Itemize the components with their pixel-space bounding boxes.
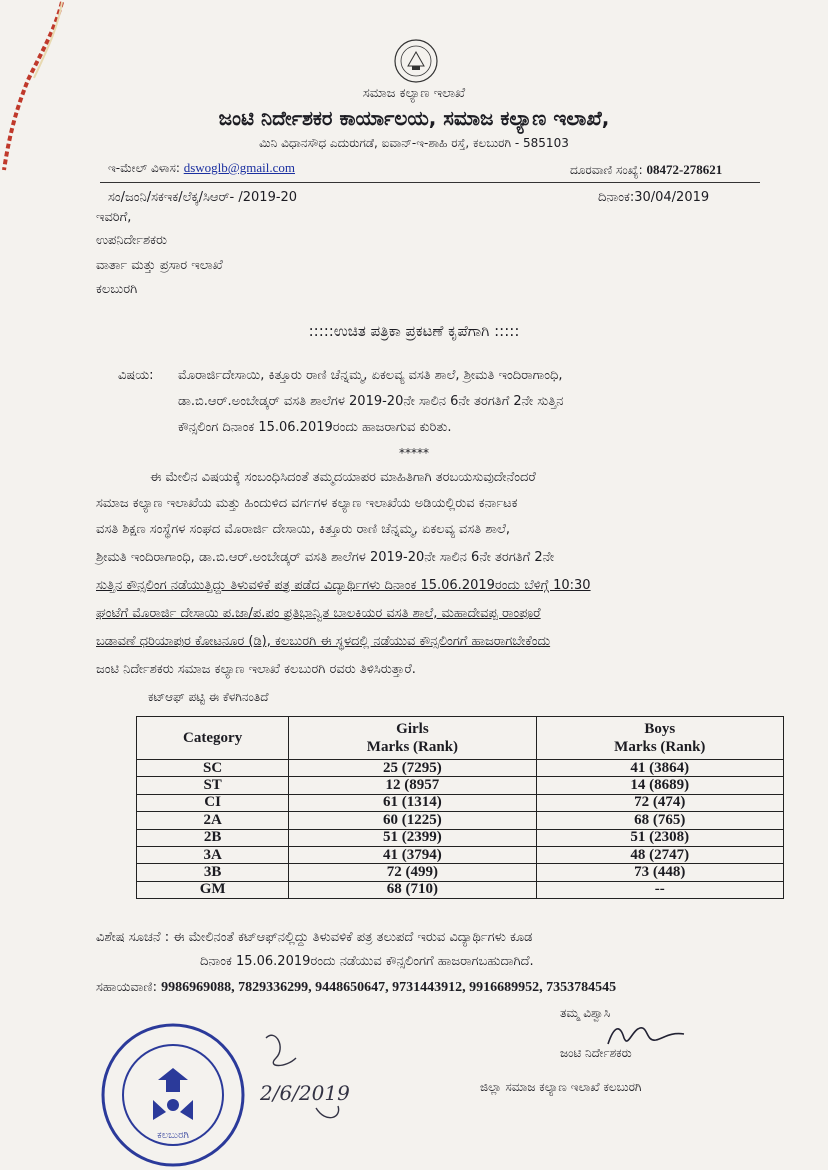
cell-girls: 68 (710) <box>289 881 536 898</box>
office-seal-stamp <box>98 1020 248 1170</box>
cell-category: ST <box>137 777 289 794</box>
cutoff-table <box>136 716 784 899</box>
cell-category: 3B <box>137 864 289 881</box>
cell-category: 2A <box>137 812 289 829</box>
separator-stars: ***** <box>399 446 429 460</box>
header-girls-title: Girls <box>396 721 429 737</box>
press-release-heading: :::::ಉಚಿತ ಪತ್ರಿಕಾ ಪ್ರಕಟಣೆ ಕೃಪೆಗಾಗಿ ::::: <box>308 322 520 340</box>
header-category: Category <box>137 717 289 760</box>
phone-number: 08472-278621 <box>646 162 723 177</box>
cell-category: 2B <box>137 829 289 846</box>
helpline-label: ಸಹಾಯವಾಣಿ: <box>96 980 157 995</box>
recipient-line: ಇವರಿಗೆ, <box>96 210 132 225</box>
body-line: ಶ್ರೀಮತಿ ಇಂದಿರಾಗಾಂಧಿ, ಡಾ.ಬಿ.ಆರ್.ಅಂಬೇಡ್ಕರ್ ವಸತಿ ಶಾಲೆಗಳ 2019-20ನೇ ಸಾಲಿನ 6ನೇ ತರಗತಿಗೆ 2ನೇ <box>96 550 555 565</box>
cell-boys: 68 (765) <box>536 812 783 829</box>
helpline-numbers: 9986969088, 7829336299, 9448650647, 9731443912, 9916689952, 7353784545 <box>161 980 617 995</box>
cell-category: GM <box>137 881 289 898</box>
letter-date: ದಿನಾಂಕ:30/04/2019 <box>598 190 710 205</box>
cell-girls: 51 (2399) <box>289 829 536 846</box>
table-header-row <box>137 717 784 760</box>
cell-boys: -- <box>536 881 783 898</box>
cell-girls: 41 (3794) <box>289 846 536 863</box>
table-row <box>137 760 784 777</box>
email-label: ಇ-ಮೇಲ್ ವಿಳಾಸ: <box>108 161 180 175</box>
recipient-line: ವಾರ್ತಾ ಮತ್ತು ಪ್ರಸಾರ ಇಲಾಖೆ <box>96 258 223 273</box>
handwritten-annotation <box>246 1028 376 1128</box>
cell-boys: 51 (2308) <box>536 829 783 846</box>
recipient-line: ಕಲಬುರಗಿ <box>96 282 138 297</box>
reference-number: ಸಂ/ಜಂನಿ/ಸಕಇಕ/ಲೆಕ್ಕ/ಸಿಆರ್- /2019-20 <box>108 190 298 205</box>
handwritten-date: 2/6/2019 <box>260 1081 350 1105</box>
government-emblem-icon <box>393 38 439 84</box>
body-line: ಜಂಟಿ ನಿರ್ದೇಶಕರು ಸಮಾಜ ಕಲ್ಯಾಣ ಇಲಾಖೆ ಕಲಬುರಗಿ ರವರು ತಿಳಿಸಿರುತ್ತಾರೆ. <box>96 662 416 677</box>
cell-category: CI <box>137 794 289 811</box>
body-line: ವಸತಿ ಶಿಕ್ಷಣ ಸಂಸ್ಥೆಗಳ ಸಂಘದ ಮೊರಾರ್ಜಿ ದೇಸಾಯಿ, ಕಿತ್ತೂರು ರಾಣಿ ಚೆನ್ನಮ್ಮ, ಏಕಲವ್ಯ ವಸತಿ ಶಾಲೆ, <box>96 522 511 537</box>
cell-boys: 14 (8689) <box>536 777 783 794</box>
table-row <box>137 812 784 829</box>
signatory-title: ಜಂಟಿ ನಿರ್ದೇಶಕರು <box>560 1046 632 1060</box>
table-row <box>137 794 784 811</box>
cell-girls: 25 (7295) <box>289 760 536 777</box>
table-row <box>137 829 784 846</box>
body-line-underlined: ಸುತ್ತಿನ ಕೌನ್ಸಲಿಂಗ ನಡೆಯುತ್ತಿದ್ದು ತಿಳುವಳಿಕೆ ಪತ್ರ ಪಡೆದ ವಿದ್ಯಾರ್ಥಿಗಳು ದಿನಾಂಕ 15.06.2019ರಂದು ಬೆಳಿಗ್ಗೆ 10:30 <box>96 578 591 593</box>
cell-category: 3A <box>137 846 289 863</box>
subject-line: ಕೌನ್ಸಲಿಂಗ ದಿನಾಂಕ 15.06.2019ರಂದು ಹಾಜರಾಗುವ ಕುರಿತು. <box>178 420 452 435</box>
header-girls <box>289 717 536 760</box>
body-line: ಸಮಾಜ ಕಲ್ಯಾಣ ಇಲಾಖೆಯ ಮತ್ತು ಹಿಂದುಳಿದ ವರ್ಗಗಳ ಕಲ್ಯಾಣ ಇಲಾಖೆಯ ಅಡಿಯಲ್ಲಿರುವ ಕರ್ನಾಟಕ <box>96 496 518 511</box>
cell-boys: 72 (474) <box>536 794 783 811</box>
table-row <box>137 864 784 881</box>
body-line-underlined: ಬಡಾವಣೆ ಧರಿಯಾಪುರ ಕೋಟನೂರ (ಡಿ), ಕಲಬುರಗಿ ಈ ಸ್ಥಳದಲ್ಲಿ ನಡೆಯುವ ಕೌನ್ಸಲಿಂಗಗೆ ಹಾಜರಾಗಬೇಕೆಂದು <box>96 634 551 649</box>
table-row <box>137 846 784 863</box>
phone-label: ದೂರವಾಣಿ ಸಂಖ್ಯೆ: <box>570 163 643 177</box>
header-boys <box>536 717 783 760</box>
cell-boys: 41 (3864) <box>536 760 783 777</box>
cell-boys: 48 (2747) <box>536 846 783 863</box>
body-line: ಈ ಮೇಲಿನ ವಿಷಯಕ್ಕೆ ಸಂಬಂಧಿಸಿದಂತೆ ತಮ್ಮದಯಾಪರ ಮಾಹಿತಿಗಾಗಿ ತರಬಯಸುವುದೇನೆಂದರೆ <box>150 470 536 485</box>
office-title: ಜಂಟಿ ನಿರ್ದೇಶಕರ ಕಾರ್ಯಾಲಯ, ಸಮಾಜ ಕಲ್ಯಾಣ ಇಲಾಖೆ, <box>218 106 610 130</box>
cell-girls: 72 (499) <box>289 864 536 881</box>
table-row <box>137 881 784 898</box>
office-address: ಮಿನಿ ವಿಧಾನಸೌಧ ಎದುರುಗಡೆ, ಐವಾನ್-ಇ-ಶಾಹಿ ರಸ್ತೆ, ಕಲಬುರಗಿ - 585103 <box>259 136 569 150</box>
header-boys-title: Boys <box>644 721 676 737</box>
recipient-line: ಉಪನಿರ್ದೇಶಕರು <box>96 233 167 248</box>
email-row <box>108 160 295 176</box>
cutoff-intro: ಕಟ್‌ಆಫ್ ಪಟ್ಟಿ ಈ ಕೆಳಗಿನಂತಿದೆ <box>148 690 269 704</box>
header-divider <box>100 182 760 183</box>
subject-line: ಡಾ.ಬಿ.ಆರ್.ಅಂಬೇಡ್ಕರ್ ವಸತಿ ಶಾಲೆಗಳ 2019-20ನೇ ಸಾಲಿನ 6ನೇ ತರಗತಿಗೆ 2ನೇ ಸುತ್ತಿನ <box>178 394 564 409</box>
header-girls-sub: Marks (Rank) <box>366 739 459 755</box>
email-link[interactable]: dswoglb@gmail.com <box>183 160 295 175</box>
special-note-line: ವಿಶೇಷ ಸೂಚನೆ : ಈ ಮೇಲಿನಂತೆ ಕಟ್‌ಆಫ್‌ನಲ್ಲಿದ್ದು ತಿಳುವಳಿಕೆ ಪತ್ರ ತಲುಪದೆ ಇರುವ ವಿದ್ಯಾರ್ಥಿಗಳು ಕೂಡ <box>96 930 533 945</box>
signatory-office: ಜಿಲ್ಲಾ ಸಮಾಜ ಕಲ್ಯಾಣ ಇಲಾಖೆ ಕಲಬುರಗಿ <box>480 1080 642 1094</box>
header-boys-sub: Marks (Rank) <box>614 739 706 755</box>
closing-text: ತಮ್ಮ ವಿಶ್ವಾಸಿ <box>560 1006 611 1020</box>
subject-line: ಮೊರಾರ್ಜಿದೇಸಾಯಿ, ಕಿತ್ತೂರು ರಾಣಿ ಚೆನ್ನಮ್ಮ, ಏಕಲವ್ಯ ವಸತಿ ಶಾಲೆ, ಶ್ರೀಮತಿ ಇಂದಿರಾಗಾಂಧಿ, <box>178 368 563 383</box>
subject-label: ವಿಷಯ: <box>118 368 154 383</box>
cell-girls: 61 (1314) <box>289 794 536 811</box>
cell-girls: 12 (8957 <box>289 777 536 794</box>
body-line-underlined: ಘಂಟೆಗೆ ಮೊರಾರ್ಜಿ ದೇಸಾಯಿ ಪ.ಜಾ/ಪ.ಪಂ ಪ್ರತಿಭಾನ್ವಿತ ಬಾಲಕಿಯರ ವಸತಿ ಶಾಲೆ, ಮಹಾದೇವಪ್ಪ ರಾಂಪೂರೆ <box>96 606 541 621</box>
department-name: ಸಮಾಜ ಕಲ್ಯಾಣ ಇಲಾಖೆ <box>362 86 466 101</box>
cell-category: SC <box>137 760 289 777</box>
cell-boys: 73 (448) <box>536 864 783 881</box>
seal-text: ಕಲಬುರಗಿ <box>157 1130 189 1141</box>
cell-girls: 60 (1225) <box>289 812 536 829</box>
table-row <box>137 777 784 794</box>
helpline-row <box>96 980 616 996</box>
phone-row <box>570 162 722 178</box>
special-note-line: ದಿನಾಂಕ 15.06.2019ರಂದು ನಡೆಯುವ ಕೌನ್ಸಲಿಂಗಗೆ ಹಾಜರಾಗಬಹುದಾಗಿದೆ. <box>200 954 534 969</box>
